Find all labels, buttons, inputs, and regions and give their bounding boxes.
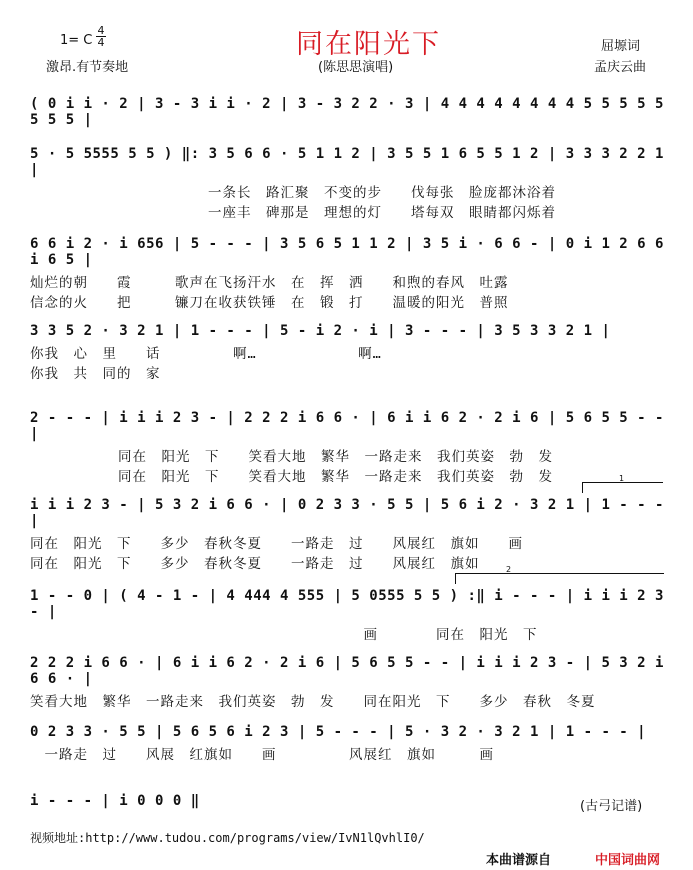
lyrics-verse-1: 灿烂的朝 霞 歌声在飞扬汗水 在 挥 洒 和煦的春风 吐露: [30, 275, 509, 291]
source-label: 本曲谱源自: [486, 853, 552, 868]
key-signature: 1= C: [60, 33, 93, 48]
time-signature-bottom: 4: [97, 36, 105, 49]
score-row-5: [30, 410, 666, 485]
time-signature: [96, 25, 106, 48]
volta-2-label: 2: [506, 565, 512, 574]
score-row-7: [30, 588, 666, 643]
notes: 1 - - 0 | ( 4 - 1 - | 4 444 4 555 | 5 0555 5 5 ) :‖ i - - - | i i i 2 3 - |: [30, 588, 664, 620]
notes: ( 0 i i · 2 | 3 - 3 i i · 2 | 3 - 3 2 2 · 3 | 4 4 4 4 4 4 4 4 5 5 5 5 5 5 5 5 |: [30, 96, 664, 128]
lyrics-verse-1: 画 同在 阳光 下: [30, 627, 538, 643]
volta-1-bracket: [582, 474, 663, 493]
lyrics-verse-2: 同在 阳光 下 笑看大地 繁华 一路走来 我们英姿 勃 发: [118, 469, 553, 485]
notes: 3 3 5 2 · 3 2 1 | 1 - - - | 5 - i 2 · i | 3 - - - | 3 5 3 3 2 1 |: [30, 323, 611, 339]
score-row-2: [30, 146, 666, 221]
notes: i i i 2 3 - | 5 3 2 i 6 6 · | 0 2 3 3 · 5 5 | 5 6 i 2 · 3 2 1 | 1 - - - |: [30, 497, 664, 529]
score-row-3: [30, 236, 666, 311]
lyrics-verse-1: 一路走 过 风展 红旗如 画 风展红 旗如 画: [30, 747, 494, 763]
notes: 2 - - - | i i i 2 3 - | 2 2 2 i 6 6 · | 6 i i 6 2 · 2 i 6 | 5 6 5 5 - - |: [30, 410, 664, 442]
composer: 孟庆云曲: [594, 60, 647, 75]
lyrics-verse-2: 你我 共 同的 家: [30, 366, 161, 382]
score-row-4: [30, 323, 666, 382]
score-row-6: [30, 497, 666, 572]
song-title: 同在阳光下: [296, 29, 441, 60]
performer: (陈思思演唱): [318, 60, 394, 75]
score-row-1: [30, 96, 666, 128]
lyrics-verse-2: 信念的火 把 镰刀在收获铁锤 在 锻 打 温暖的阳光 普照: [30, 295, 509, 311]
score-row-8: [30, 655, 666, 710]
tempo-marking: 激昂.有节奏地: [46, 60, 129, 75]
notes: i - - - | i 0 0 0 ‖: [30, 793, 200, 809]
score-row-10: [30, 793, 666, 809]
lyrics-verse-1: 同在 阳光 下 笑看大地 繁华 一路走来 我们英姿 勃 发: [118, 449, 553, 465]
lyrics-verse-1: 笑看大地 繁华 一路走来 我们英姿 勃 发 同在阳光 下 多少 春秋 冬夏: [30, 694, 596, 710]
lyrics-verse-1: 你我 心 里 话 啊… 啊…: [30, 346, 382, 362]
notes: 0 2 3 3 · 5 5 | 5 6 5 6 i 2 3 | 5 - - - | 5 · 3 2 · 3 2 1 | 1 - - - |: [30, 724, 647, 740]
notes: 5 · 5 5555 5 5 ) ‖: 3 5 6 6 · 5 1 1 2 | 3 5 5 1 6 5 5 1 2 | 3 3 3 2 2 1 |: [30, 146, 664, 178]
notes: 6 6 i 2 · i 656 | 5 - - - | 3 5 6 5 1 1 2 | 3 5 i · 6 6 - | 0 i 1 2 6 6 i 6 5 |: [30, 236, 664, 268]
score-row-9: [30, 724, 666, 763]
lyrics-verse-2: 一座丰 碑那是 理想的灯 塔每双 眼睛都闪烁着: [208, 205, 556, 221]
lyrics-verse-2: 同在 阳光 下 多少 春秋冬夏 一路走 过 风展红 旗如: [30, 556, 480, 572]
volta-1-label: 1: [619, 474, 625, 483]
time-signature-top: 4: [97, 24, 105, 37]
lyrics-verse-1: 一条长 路汇聚 不变的步 伐每张 脸庞都沐浴着: [208, 185, 556, 201]
video-link[interactable]: 视频地址:http://www.tudou.com/programs/view/IvN1lQvhlI0/: [30, 831, 425, 845]
volta-2-bracket: [455, 565, 664, 584]
lyricist: 屈塬词: [601, 39, 641, 54]
notes: 2 2 2 i 6 6 · | 6 i i 6 2 · 2 i 6 | 5 6 5 5 - - | i i i 2 3 - | 5 3 2 i 6 6 · |: [30, 655, 664, 687]
transcriber-credit: (古弓记谱): [580, 799, 643, 814]
site-logo[interactable]: 中国词曲网: [595, 853, 661, 868]
lyrics-verse-1: 同在 阳光 下 多少 春秋冬夏 一路走 过 风展红 旗如 画: [30, 536, 523, 552]
